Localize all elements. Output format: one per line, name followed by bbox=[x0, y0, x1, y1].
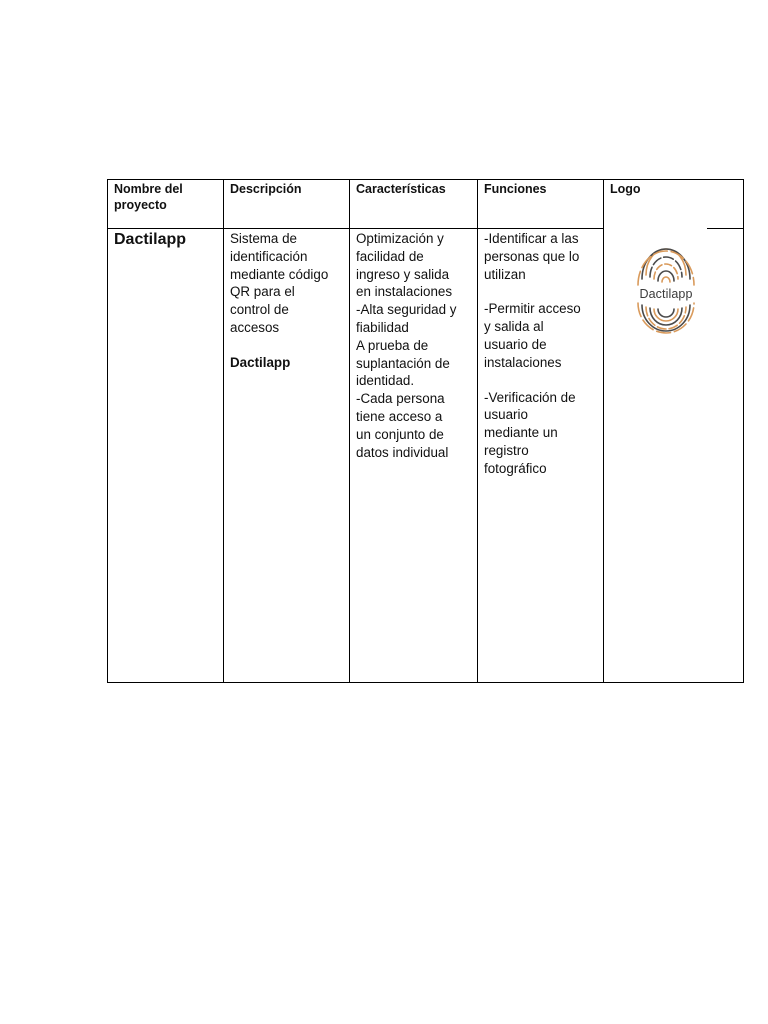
header-descripcion: Descripción bbox=[230, 182, 302, 196]
header-logo: Logo bbox=[610, 182, 641, 196]
dactilapp-logo bbox=[616, 235, 716, 345]
descripcion-bold-name: Dactilapp bbox=[230, 354, 291, 370]
header-cell-caracteristicas bbox=[350, 180, 478, 229]
funciones-line: mediante un bbox=[484, 425, 558, 441]
funciones-line: instalaciones bbox=[484, 354, 562, 370]
caracteristicas-line: tiene acceso a bbox=[356, 408, 443, 424]
caracteristicas-line: Optimización y bbox=[356, 231, 444, 246]
table-row bbox=[108, 229, 744, 683]
header-cell-funciones bbox=[478, 180, 604, 229]
cell-nombre bbox=[108, 229, 224, 683]
funciones-line: usuario de bbox=[484, 336, 547, 352]
border-gap bbox=[604, 227, 707, 229]
funciones-line: registro bbox=[484, 442, 529, 458]
descripcion-line: QR para el bbox=[230, 284, 295, 300]
funciones-line: utilizan bbox=[484, 266, 526, 282]
funciones-line: y salida al bbox=[484, 319, 544, 335]
caracteristicas-line: suplantación de bbox=[356, 355, 450, 371]
header-cell-nombre bbox=[108, 180, 224, 229]
descripcion-line: identificación bbox=[230, 248, 308, 264]
funciones-text bbox=[478, 229, 603, 478]
caracteristicas-line: datos individual bbox=[356, 444, 449, 460]
caracteristicas-line: facilidad de bbox=[356, 248, 424, 264]
funciones-line: fotográfico bbox=[484, 460, 547, 476]
logo-wordmark: Dactilapp bbox=[639, 287, 693, 301]
header-funciones: Funciones bbox=[484, 182, 547, 196]
funciones-line: usuario bbox=[484, 407, 528, 423]
funciones-line: -Permitir acceso bbox=[484, 301, 581, 317]
header-caracteristicas: Características bbox=[356, 182, 446, 196]
descripcion-line: accesos bbox=[230, 319, 280, 335]
header-cell-descripcion bbox=[224, 180, 350, 229]
funciones-line: -Identificar a las bbox=[484, 231, 579, 246]
caracteristicas-line: identidad. bbox=[356, 373, 415, 389]
cell-funciones bbox=[478, 229, 604, 683]
cell-caracteristicas bbox=[350, 229, 478, 683]
caracteristicas-line: -Alta seguridad y bbox=[356, 302, 457, 318]
descripcion-line: Sistema de bbox=[230, 231, 297, 246]
project-table bbox=[107, 179, 744, 683]
caracteristicas-line: en instalaciones bbox=[356, 284, 453, 300]
header-cell-logo bbox=[604, 180, 744, 229]
funciones-line: -Verificación de bbox=[484, 389, 576, 405]
funciones-line: personas que lo bbox=[484, 248, 580, 264]
caracteristicas-line: A prueba de bbox=[356, 337, 429, 353]
caracteristicas-line: ingreso y salida bbox=[356, 266, 450, 282]
descripcion-line: mediante código bbox=[230, 266, 329, 282]
descripcion-line: control de bbox=[230, 302, 289, 318]
header-row bbox=[108, 180, 744, 229]
descripcion-text bbox=[224, 229, 349, 372]
project-name: Dactilapp bbox=[114, 231, 187, 248]
caracteristicas-line: fiabilidad bbox=[356, 319, 409, 335]
caracteristicas-line: un conjunto de bbox=[356, 426, 444, 442]
cell-descripcion bbox=[224, 229, 350, 683]
caracteristicas-line: -Cada persona bbox=[356, 391, 445, 407]
caracteristicas-text bbox=[350, 229, 477, 461]
header-nombre: Nombre del proyecto bbox=[114, 182, 183, 212]
cell-logo bbox=[604, 229, 744, 683]
